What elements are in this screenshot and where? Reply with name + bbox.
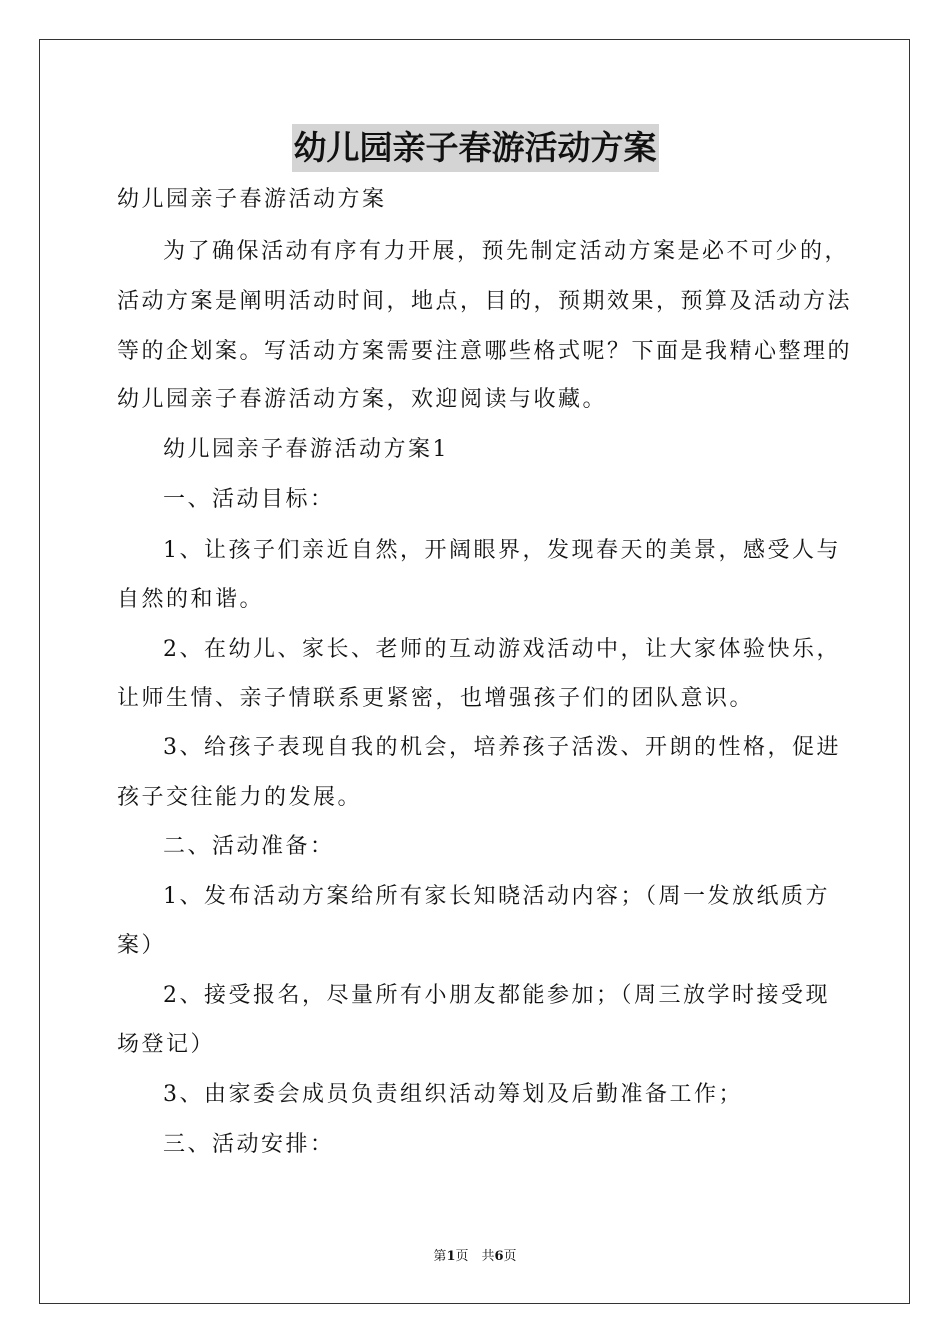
section-heading: 一、活动目标： <box>163 487 335 512</box>
paragraph-line: 案） <box>117 933 167 958</box>
footer-page-mid: 页 共 <box>455 1249 495 1264</box>
paragraph-line: 等的企划案。写活动方案需要注意哪些格式呢？下面是我精心整理的 <box>117 339 853 364</box>
paragraph-line: 3、给孩子表现自我的机会，培养孩子活泼、开朗的性格，促进 <box>163 735 841 760</box>
paragraph-line: 2、在幼儿、家长、老师的互动游戏活动中，让大家体验快乐， <box>163 637 841 662</box>
paragraph-line: 2、接受报名，尽量所有小朋友都能参加；（周三放学时接受现 <box>163 983 830 1008</box>
section-heading: 三、活动安排： <box>163 1132 335 1157</box>
paragraph-line: 孩子交往能力的发展。 <box>117 785 363 810</box>
paragraph-line: 3、由家委会成员负责组织活动筹划及后勤准备工作； <box>163 1082 743 1107</box>
paragraph-line: 为了确保活动有序有力开展，预先制定活动方案是必不可少的， <box>163 239 850 264</box>
section-heading: 二、活动准备： <box>163 834 335 859</box>
paragraph-line: 活动方案是阐明活动时间，地点，目的，预期效果，预算及活动方法 <box>117 289 853 314</box>
page-border <box>39 39 910 1304</box>
title-wrap <box>0 124 950 172</box>
footer-page-prefix: 第 <box>433 1249 447 1264</box>
footer-page-total: 6 <box>494 1249 504 1264</box>
section-heading: 幼儿园亲子春游活动方案1 <box>163 437 449 462</box>
paragraph-line: 让师生情、亲子情联系更紧密，也增强孩子们的团队意识。 <box>117 686 755 711</box>
paragraph-line: 场登记） <box>117 1032 216 1057</box>
footer-page-suffix: 页 <box>503 1249 517 1264</box>
page-footer <box>0 1248 950 1266</box>
subtitle-line: 幼儿园亲子春游活动方案 <box>117 187 387 212</box>
footer-page-current: 1 <box>446 1249 456 1264</box>
document-title: 幼儿园亲子春游活动方案 <box>292 124 659 172</box>
paragraph-line: 幼儿园亲子春游活动方案，欢迎阅读与收藏。 <box>117 387 608 412</box>
paragraph-line: 1、让孩子们亲近自然，开阔眼界，发现春天的美景，感受人与 <box>163 538 841 563</box>
paragraph-line: 自然的和谐。 <box>117 587 265 612</box>
paragraph-line: 1、发布活动方案给所有家长知晓活动内容；（周一发放纸质方 <box>163 884 830 909</box>
